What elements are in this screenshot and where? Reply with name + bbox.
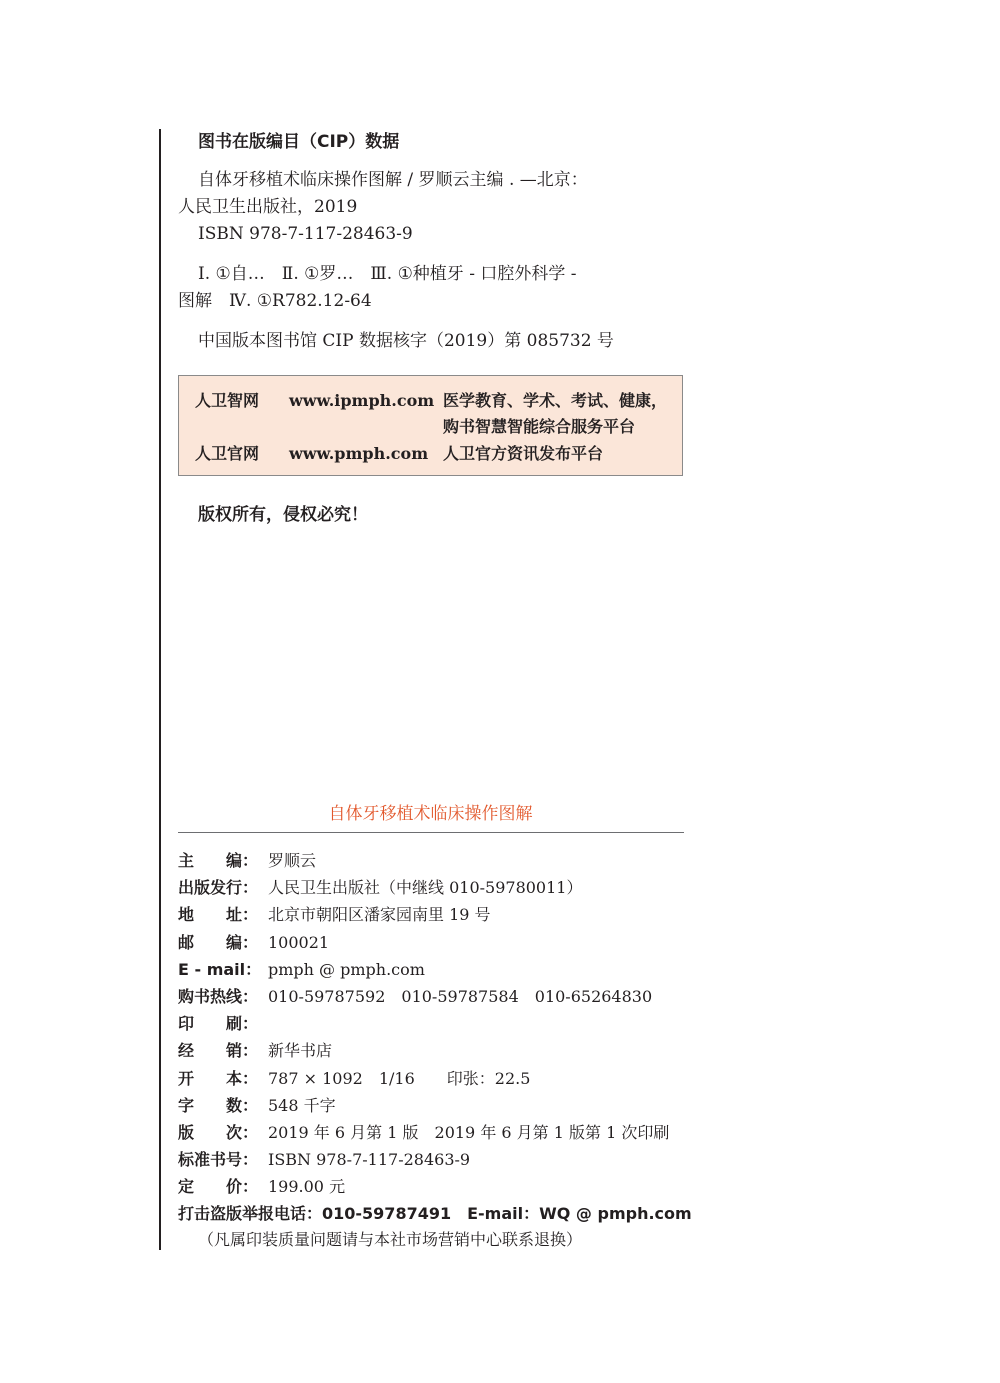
info-label: 购书热线： — [178, 987, 259, 1006]
info-label: 定 价： — [178, 1177, 259, 1197]
cip-isbn: ISBN 978-7-117-28463-9 — [198, 224, 413, 244]
cip-line-1: 自体牙移植术临床操作图解 / 罗顺云主编 . —北京： — [198, 170, 588, 190]
cip-line-2: 人民卫生出版社，2019 — [178, 197, 358, 217]
info-label: 版 次： — [178, 1123, 259, 1142]
cip-classification-2: 图解 Ⅳ. ①R782.12-64 — [178, 291, 372, 311]
website-name: 人卫智网 — [195, 391, 260, 410]
info-value: 新华书店 — [268, 1041, 333, 1061]
website-url[interactable]: www.ipmph.com — [289, 391, 435, 410]
info-value: 罗顺云 — [268, 851, 317, 870]
info-label: 开 本： — [178, 1068, 259, 1088]
info-value: 010-59787592 010-59787584 010-65264830 — [268, 987, 653, 1006]
piracy-hotline: 打击盗版举报电话：010-59787491 E-mail：WQ @ pmph.com — [178, 1204, 692, 1223]
websites-box — [178, 375, 683, 476]
info-label: 出版发行： — [178, 878, 259, 898]
info-value: ISBN 978-7-117-28463-9 — [268, 1150, 471, 1170]
info-value: 548 千字 — [268, 1095, 336, 1115]
copyright-notice: 版权所有，侵权必究！ — [198, 505, 368, 525]
website-url[interactable]: www.pmph.com — [289, 444, 429, 463]
info-label: 地 址： — [178, 905, 259, 925]
info-value: 2019 年 6 月第 1 版 2019 年 6 月第 1 版第 1 次印刷 — [268, 1123, 670, 1142]
info-value: 199.00 元 — [268, 1177, 346, 1197]
info-label: 印 刷： — [178, 1014, 259, 1034]
info-label: 邮 编： — [178, 932, 259, 952]
cip-record-number: 中国版本图书馆 CIP 数据核字（2019）第 085732 号 — [198, 331, 614, 351]
left-margin-rule — [159, 129, 161, 1250]
quality-notice: （凡属印装质量问题请与本社市场营销中心联系退换） — [198, 1230, 583, 1249]
info-value: 人民卫生出版社（中继线 010-59780011） — [268, 878, 583, 898]
info-value: pmph @ pmph.com — [268, 959, 425, 979]
website-name: 人卫官网 — [195, 444, 260, 463]
cip-classification-1: Ⅰ. ①自… Ⅱ. ①罗… Ⅲ. ①种植牙 - 口腔外科学 - — [198, 264, 577, 284]
cip-heading: 图书在版编目（CIP）数据 — [198, 132, 400, 152]
info-label: E - mail： — [178, 959, 262, 979]
website-description: 购书智慧智能综合服务平台 — [443, 417, 636, 436]
info-value: 787 × 1092 1/16 印张：22.5 — [268, 1068, 531, 1088]
info-value: 100021 — [268, 932, 330, 952]
website-description: 医学教育、学术、考试、健康， — [443, 391, 668, 410]
info-value: 北京市朝阳区潘家园南里 19 号 — [268, 905, 491, 925]
info-label: 主 编： — [178, 851, 259, 870]
info-label: 字 数： — [178, 1095, 259, 1115]
info-label: 经 销： — [178, 1041, 259, 1061]
title-divider — [178, 832, 684, 833]
book-title: 自体牙移植术临床操作图解 — [328, 804, 533, 824]
website-description: 人卫官方资讯发布平台 — [443, 444, 604, 463]
info-label: 标准书号： — [178, 1150, 259, 1170]
